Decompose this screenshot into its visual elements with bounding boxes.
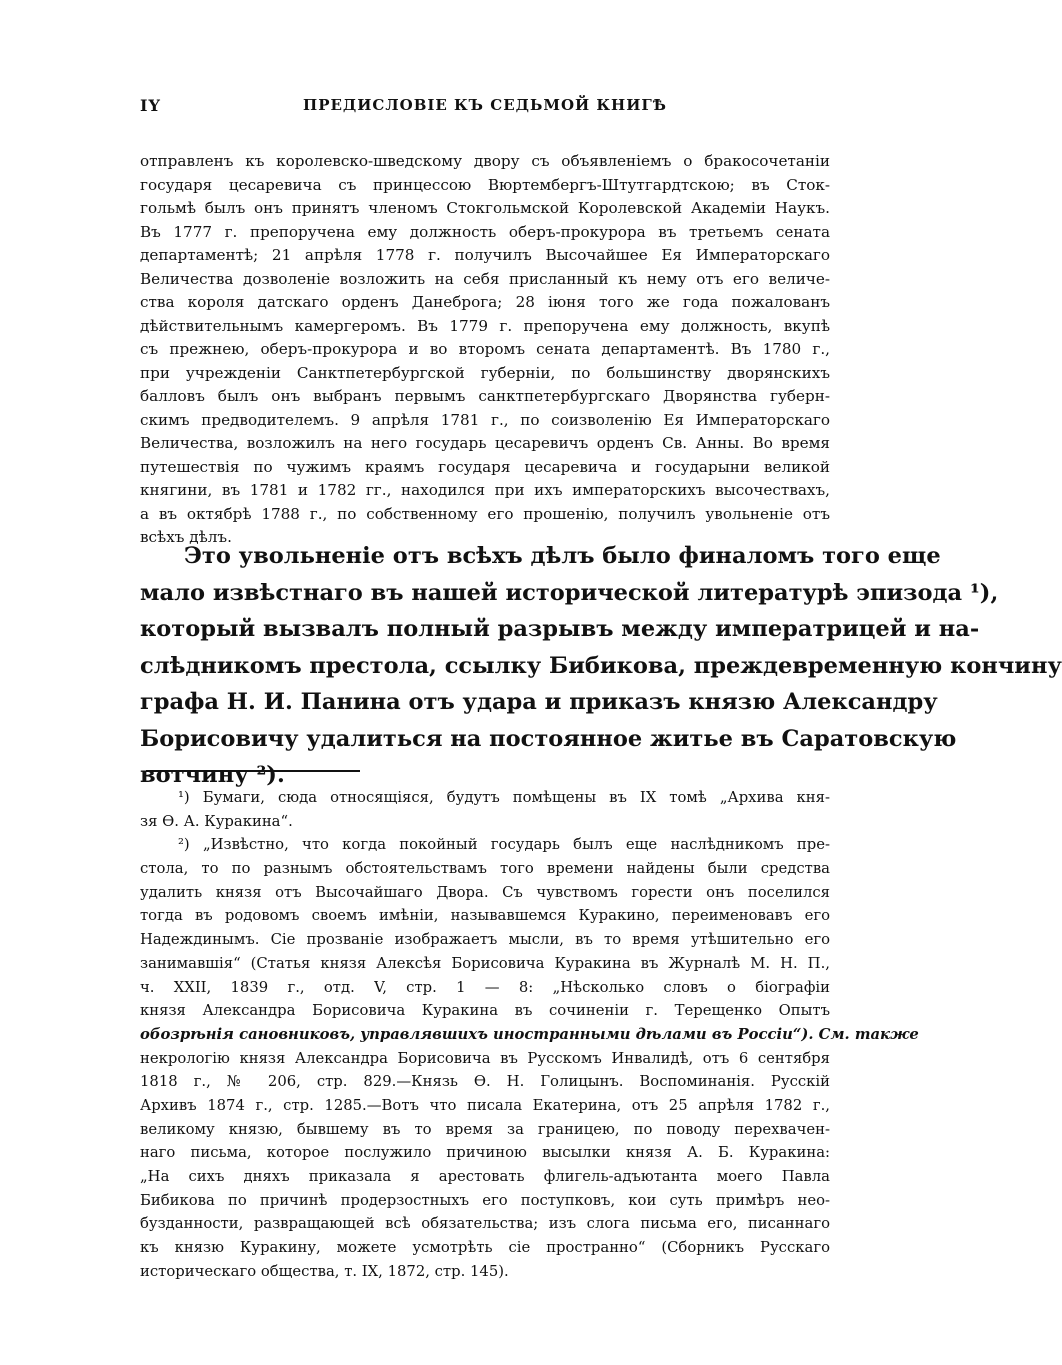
text-line: ства короля датскаго орденъ Данеброга; 28 іюня того же года пожалованъ <box>140 293 830 311</box>
footnote-line: бузданности, развращающей всѣ обязательства; изъ слога письма его, писаннаго <box>140 1215 830 1233</box>
text-line: путешествія по чужимъ краямъ государя цесаревича и государыни великой <box>140 457 830 476</box>
text-line: съ прежнею, оберъ-прокурора и во второмъ сената департаментѣ. Въ 1780 г., <box>140 340 830 358</box>
footnote-line: князя Александра Борисовича Куракина въ сочиненіи г. Терещенко Опытъ <box>140 1002 830 1020</box>
footnote-line: великому князю, бывшему въ то время за границею, по поводу перехвачен- <box>140 1120 830 1138</box>
footnote-line: стола, то по разнымъ обстоятельствамъ того времени найдены были средства <box>140 860 830 878</box>
text-line: балловъ былъ онъ выбранъ первымъ санктпетербургскаго Дворянства губерн- <box>140 387 830 405</box>
footnote-separator <box>146 770 360 772</box>
footnote-line: занимавшія“ (Статья князя Алексѣя Борисовича Куракина въ Журналѣ М. Н. П., <box>140 954 830 972</box>
body-large-paragraph <box>140 538 1062 794</box>
text-line: дѣйствительнымъ камергеромъ. Въ 1779 г. препоручена ему должность, вкупѣ <box>140 316 830 335</box>
footnotes <box>140 786 919 1283</box>
footnote-line: 1818 г., № 206, стр. 829.—Князь Ѳ. Н. Голицынъ. Воспоминанія. Русскій <box>140 1073 830 1091</box>
footnote-line: некрологію князя Александра Борисовича въ Русскомъ Инвалидѣ, отъ 6 сентября <box>140 1049 830 1067</box>
text-line: Это увольненіе отъ всѣхъ дѣлъ было финаломъ того еще <box>184 543 941 569</box>
footnote-line: зя Ѳ. А. Куракина“. <box>140 812 293 830</box>
text-line: мало извѣстнаго въ нашей исторической литературѣ эпизода ¹), <box>140 579 999 606</box>
text-line: княгини, въ 1781 и 1782 гг., находился при ихъ императорскихъ высочествахъ, <box>140 481 830 499</box>
page-header <box>140 96 830 120</box>
text-line: при учрежденіи Санктпетербургской губерніи, по большинству дворянскихъ <box>140 363 830 382</box>
text-line: государя цесаревича съ принцессою Вюртембергъ-Штутгардтскою; въ Сток- <box>140 175 830 194</box>
text-line: Въ 1777 г. препоручена ему должность оберъ-прокурора въ третьемъ сената <box>140 222 830 241</box>
footnote-line: къ князю Куракину, можете усмотрѣть сіе пространно“ (Сборникъ Русскаго <box>140 1239 830 1257</box>
text-line: Величества дозволеніе возложить на себя присланный къ нему отъ его величе- <box>140 269 830 288</box>
footnote-line: наго письма, которое послужило причиною высылки князя А. Б. Куракина: <box>140 1144 830 1162</box>
text-line: департаментѣ; 21 апрѣля 1778 г. получилъ Высочайшее Ея Императорскаго <box>140 246 830 264</box>
footnote-line: Архивъ 1874 г., стр. 1285.—Вотъ что писала Екатерина, отъ 25 апрѣля 1782 г., <box>140 1096 830 1114</box>
text-line: который вызвалъ полный разрывъ между императрицей и на- <box>140 616 980 642</box>
footnote-line: ¹) Бумаги, сюда относящіяся, будутъ помѣщены въ IX томѣ „Архива кня- <box>178 789 830 806</box>
text-line: всѣхъ дѣлъ. <box>140 528 232 546</box>
text-line: скимъ предводителемъ. 9 апрѣля 1781 г., по соизволенію Ея Императорскаго <box>140 410 830 429</box>
text-line: гольмѣ былъ онъ принятъ членомъ Стокгольмской Королевской Академіи Наукъ. <box>140 199 830 217</box>
footnote-line: ²) „Извѣстно, что когда покойный государь былъ еще наслѣдникомъ пре- <box>178 836 830 854</box>
text-line: а въ октябрѣ 1788 г., по собственному его прошенію, получилъ увольненіе отъ <box>140 504 830 523</box>
text-line: слѣдникомъ престола, ссылку Бибикова, преждевременную кончину <box>140 652 1062 679</box>
page-number: IY <box>140 96 161 115</box>
text-line: вотчину ²). <box>140 762 285 788</box>
footnote-line: Надеждинымъ. Сіе прозваніе изображаетъ мысли, въ то время утѣшительно его <box>140 931 830 949</box>
footnote-line: удалить князя отъ Высочайшаго Двора. Съ чувствомъ горести онъ поселился <box>140 883 830 901</box>
footnote-line: историческаго общества, т. IX, 1872, стр. 145). <box>140 1262 509 1280</box>
footnote-line: „На сихъ дняхъ приказала я арестовать флигель-адъютанта моего Павла <box>140 1168 830 1185</box>
footnote-line: ч. XXII, 1839 г., отд. V, стр. 1 — 8: „Нѣсколько словъ о біографіи <box>140 978 830 996</box>
footnote-line: тогда въ родовомъ своемъ имѣніи, называвшемся Куракино, переименовавъ его <box>140 907 830 925</box>
text-line: Борисовичу удалиться на постоянное житье въ Саратовскую <box>140 725 957 752</box>
footnote-line: обозрѣнія сановниковъ, управлявшихъ иностранными дѣлами въ Россіи“). См. также <box>140 1025 919 1043</box>
body-small-paragraph <box>140 150 830 550</box>
text-line: графа Н. И. Панина отъ удара и приказъ князю Александру <box>140 689 938 715</box>
footnote-line: Бибикова по причинѣ продерзостныхъ его поступковъ, кои суть примѣръ нео- <box>140 1191 830 1209</box>
running-title: ПРЕДИСЛОВІЕ КЪ СЕДЬМОЙ КНИГѢ <box>303 96 667 114</box>
text-line: отправленъ къ королевско-шведскому двору съ объявленіемъ о бракосочетаніи <box>140 152 830 170</box>
text-line: Величества, возложилъ на него государь цесаревичъ орденъ Св. Анны. Во время <box>140 434 830 452</box>
